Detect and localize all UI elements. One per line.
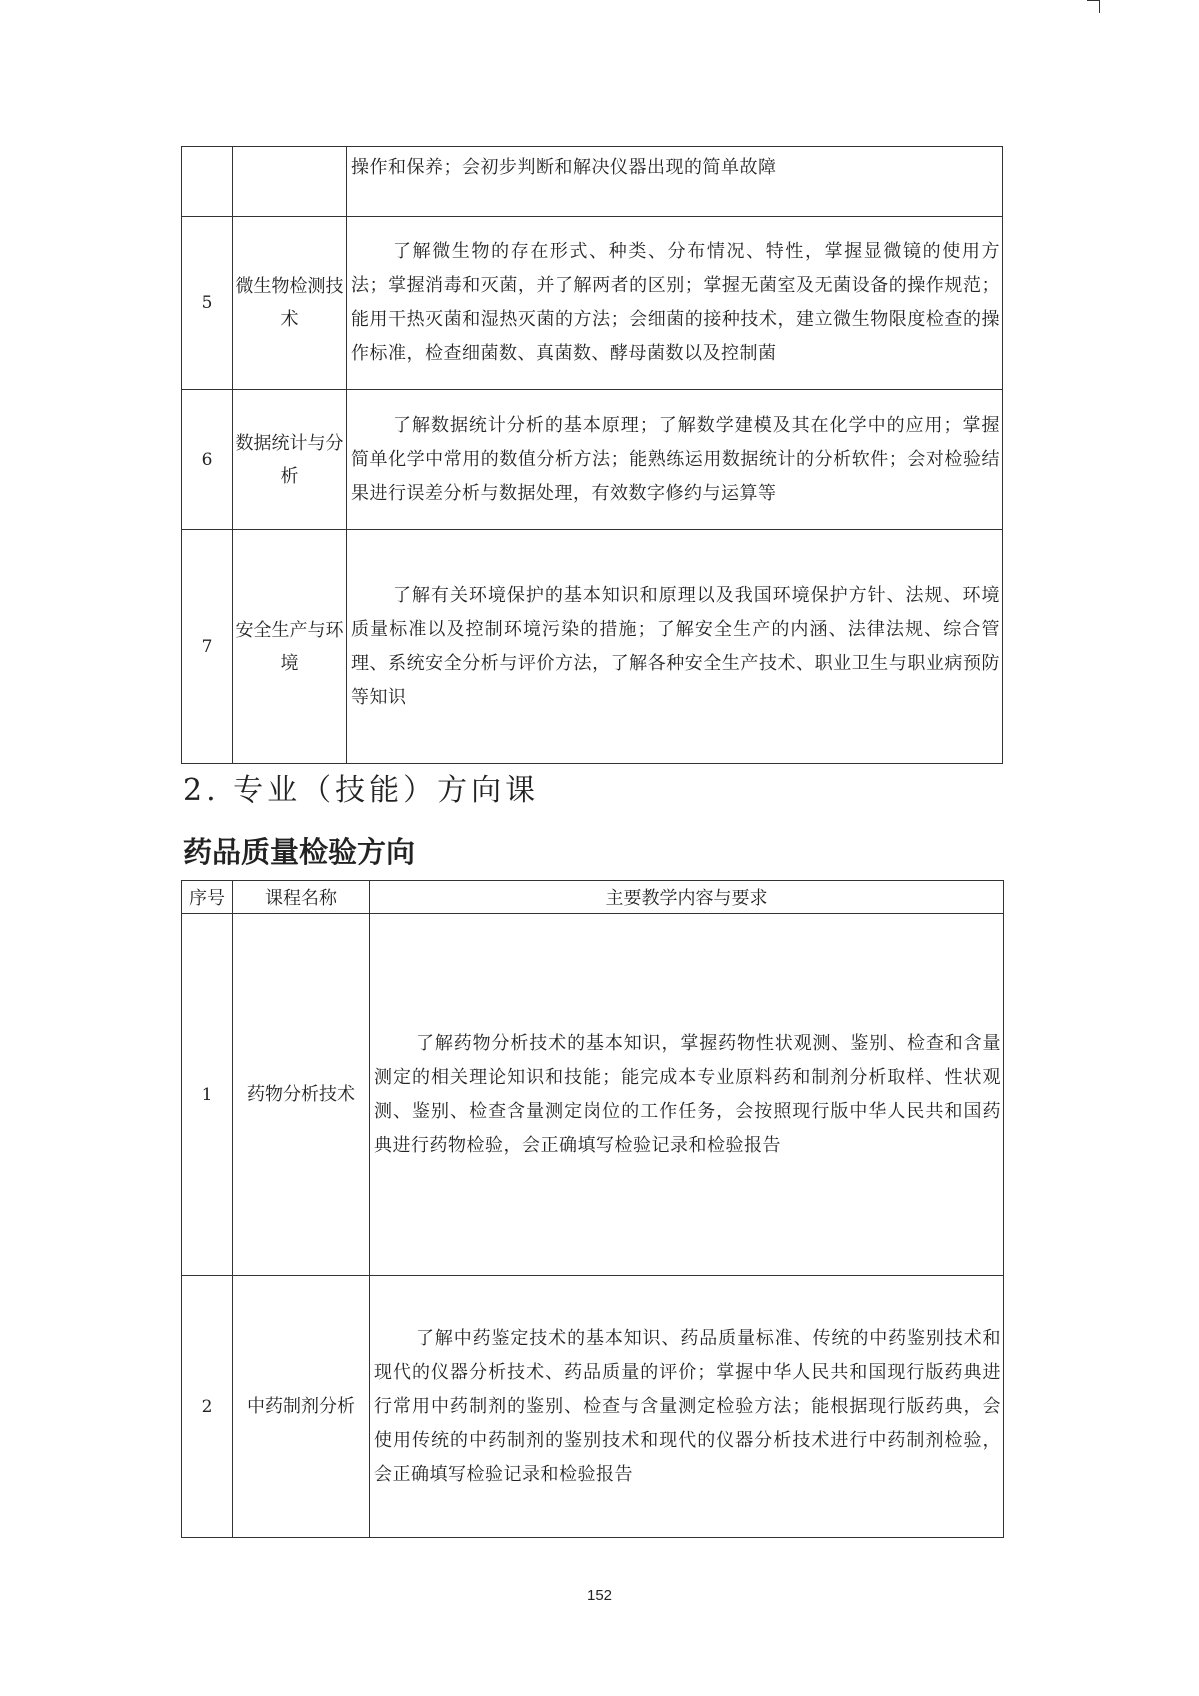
row-number: 5 — [182, 217, 233, 390]
row-number — [182, 147, 233, 217]
course-name: 中药制剂分析 — [233, 1276, 370, 1538]
course-content: 了解有关环境保护的基本知识和原理以及我国环境保护方针、法规、环境质量标准以及控制环境污染的措施；了解安全生产的内涵、法律法规、综合管理、系统安全分析与评价方法，了解各种安全生产技术、职业卫生与职业病预防等知识 — [347, 530, 1003, 764]
header-content: 主要教学内容与要求 — [370, 881, 1004, 914]
page-number: 152 — [586, 1587, 613, 1604]
course-content: 操作和保养；会初步判断和解决仪器出现的简单故障 — [347, 147, 1003, 217]
header-number: 序号 — [182, 881, 233, 914]
course-name: 微生物检测技术 — [233, 217, 347, 390]
direction-title: 药品质量检验方向 — [183, 835, 416, 869]
section-title: 2. 专业（技能）方向课 — [183, 773, 540, 808]
table-row — [182, 914, 1004, 1276]
crop-mark — [1087, 0, 1100, 13]
course-content: 了解微生物的存在形式、种类、分布情况、特性，掌握显微镜的使用方法；掌握消毒和灭菌，并了解两者的区别；掌握无菌室及无菌设备的操作规范；能用干热灭菌和湿热灭菌的方法；会细菌的接种技术，建立微生物限度检查的操作标准，检查细菌数、真菌数、酵母菌数以及控制菌 — [347, 217, 1003, 390]
table-row — [182, 147, 1003, 217]
row-number: 1 — [182, 914, 233, 1276]
row-number: 2 — [182, 1276, 233, 1538]
course-name: 安全生产与环境 — [233, 530, 347, 764]
course-content: 了解药物分析技术的基本知识，掌握药物性状观测、鉴别、检查和含量测定的相关理论知识和技能；能完成本专业原料药和制剂分析取样、性状观测、鉴别、检查含量测定岗位的工作任务，会按照现行版中华人民共和国药典进行药物检验，会正确填写检验记录和检验报告 — [370, 914, 1004, 1276]
course-name — [233, 147, 347, 217]
row-number: 7 — [182, 530, 233, 764]
table-row — [182, 217, 1003, 390]
table-row — [182, 530, 1003, 764]
table-row — [182, 390, 1003, 530]
course-content: 了解中药鉴定技术的基本知识、药品质量标准、传统的中药鉴别技术和现代的仪器分析技术、药品质量的评价；掌握中华人民共和国现行版药典进行常用中药制剂的鉴别、检查与含量测定检验方法；能根据现行版药典，会使用传统的中药制剂的鉴别技术和现代的仪器分析技术进行中药制剂检验，会正确填写检验记录和检验报告 — [370, 1276, 1004, 1538]
course-name: 药物分析技术 — [233, 914, 370, 1276]
course-table-continued — [181, 146, 1003, 764]
table-header-row — [182, 881, 1004, 914]
course-table — [181, 880, 1004, 1538]
header-course-name: 课程名称 — [233, 881, 370, 914]
course-content: 了解数据统计分析的基本原理；了解数学建模及其在化学中的应用；掌握简单化学中常用的数值分析方法；能熟练运用数据统计的分析软件；会对检验结果进行误差分析与数据处理，有效数字修约与运算等 — [347, 390, 1003, 530]
table-row — [182, 1276, 1004, 1538]
row-number: 6 — [182, 390, 233, 530]
course-name: 数据统计与分析 — [233, 390, 347, 530]
